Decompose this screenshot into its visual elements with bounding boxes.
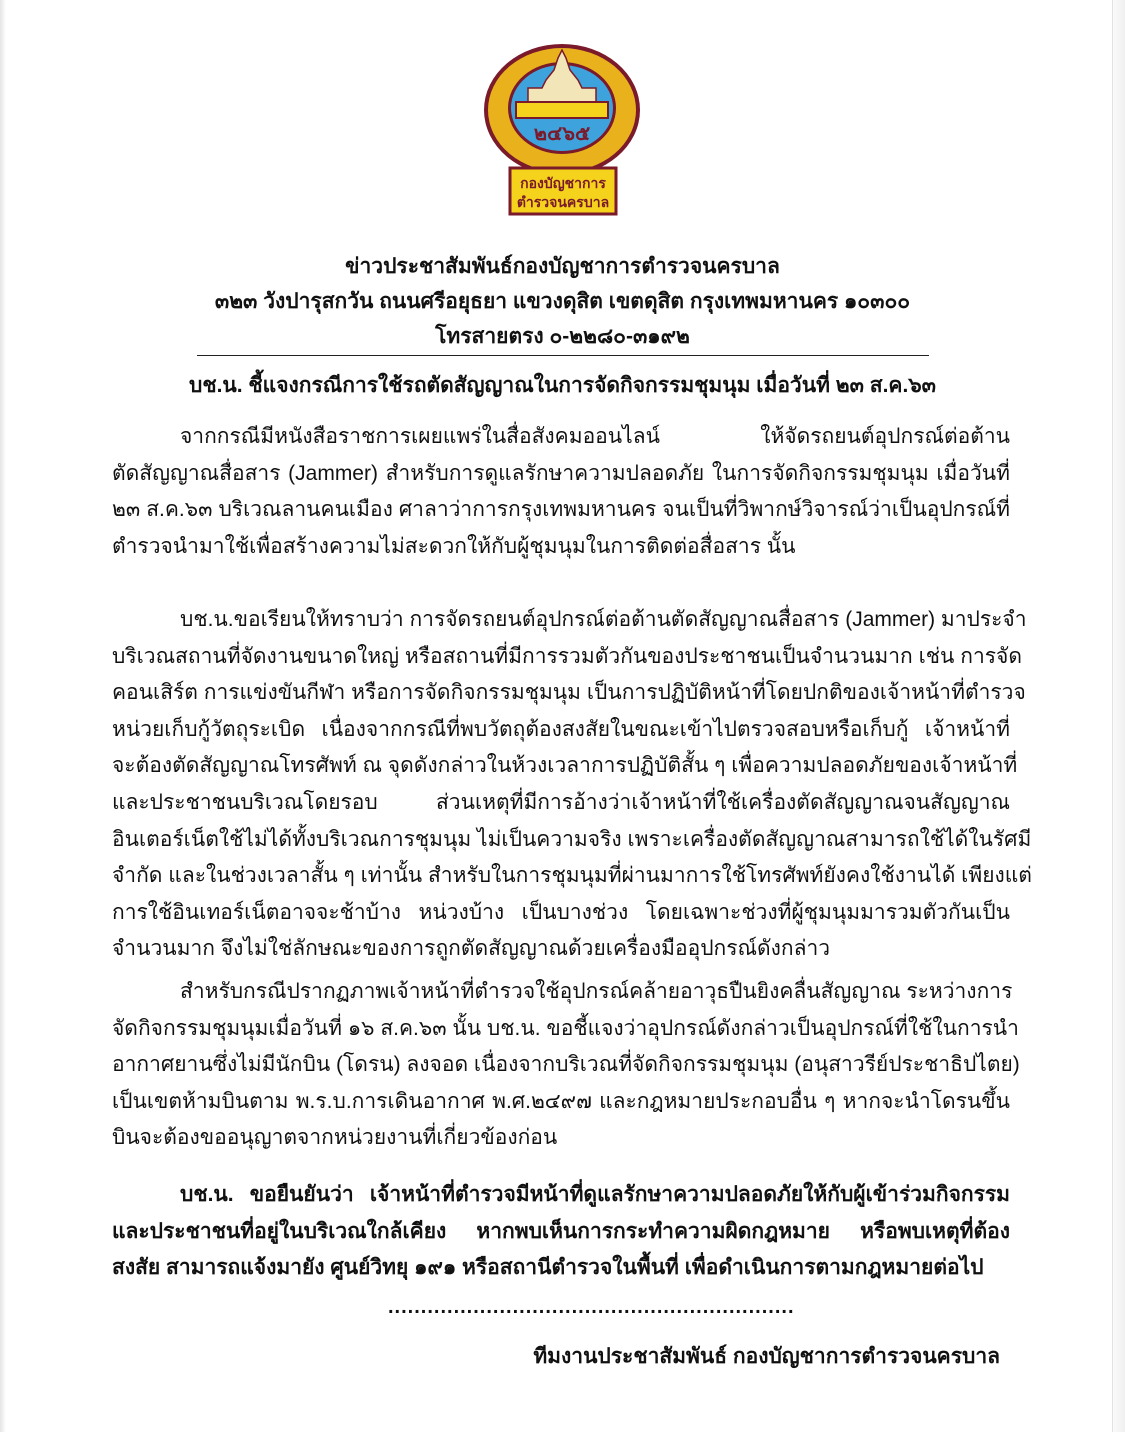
paragraph-1-line: ตัดสัญญาณสื่อสาร (Jammer) สำหรับการดูแลรักษาความปลอดภัย ในการจัดกิจกรรมชุมนุม เมื่อวันที่ [112,461,1010,485]
paragraph-3-line: เป็นเขตห้ามบินตาม พ.ร.บ.การเดินอากาศ พ.ศ.๒๔๙๗ และกฎหมายประกอบอื่น ๆ หากจะนำโดรนขึ้น [112,1089,1010,1113]
logo-plaque-line1: กองบัญชาการ [520,175,606,191]
police-emblem-logo [470,40,655,220]
document-title: ข่าวประชาสัมพันธ์กองบัญชาการตำรวจนครบาล [345,255,780,278]
logo-year: ๒๔๖๕ [533,123,591,145]
paragraph-2-line: การใช้อินเทอร์เน็ตอาจจะช้าบ้าง หน่วงบ้าง เป็นบางช่วง โดยเฉพาะช่วงที่ผู้ชุมนุมมารวมตัวกันเป็น [112,900,1010,924]
paragraph-2-line: และประชาชนบริเวณโดยรอบ ส่วนเหตุที่มีการอ้างว่าเจ้าหน้าที่ใช้เครื่องตัดสัญญาณจนสัญญาณ [112,791,1010,814]
paragraph-3-line: บินจะต้องขออนุญาตจากหน่วยงานที่เกี่ยวข้องก่อน [112,1126,558,1150]
paragraph-2-line: บช.น.ขอเรียนให้ทราบว่า การจัดรถยนต์อุปกรณ์ต่อต้านตัดสัญญาณสื่อสาร (Jammer) มาประจำ [180,608,1027,631]
paragraph-2-line: จะต้องตัดสัญญาณโทรศัพท์ ณ จุดดังกล่าวในห้วงเวลาการปฏิบัติสั้น ๆ เพื่อความปลอดภัยของเจ้าหน้าที่ [112,754,1018,778]
page-edge-right [1112,0,1125,1432]
paragraph-3-line: จัดกิจกรรมชุมนุมเมื่อวันที่ ๑๖ ส.ค.๖๓ นั้น บช.น. ขอชี้แจงว่าอุปกรณ์ดังกล่าวเป็นอุปกรณ์ที่ใช้ในการนำ [112,1016,1019,1040]
paragraph-3-line: สำหรับกรณีปรากฏภาพเจ้าหน้าที่ตำรวจใช้อุปกรณ์คล้ายอาวุธปืนยิงคลื่นสัญญาณ ระหว่างการ [180,980,1013,1003]
paragraph-4-line: และประชาชนที่อยู่ในบริเวณใกล้เคียง หากพบเห็นการกระทำความผิดกฎหมาย หรือพบเหตุที่ต้อง [112,1219,1010,1243]
signature: ทีมงานประชาสัมพันธ์ กองบัญชาการตำรวจนครบาล [533,1345,1000,1368]
paragraph-2-line: บริเวณสถานที่จัดงานขนาดใหญ่ หรือสถานที่มีการรวมตัวกันของประชาชนเป็นจำนวนมาก เช่น การจัด [112,644,1022,668]
subject-heading: บช.น. ชี้แจงกรณีการใช้รถตัดสัญญาณในการจัดกิจกรรมชุมนุม เมื่อวันที่ ๒๓ ส.ค.๖๓ [188,374,937,397]
paragraph-2-line: หน่วยเก็บกู้วัตถุระเบิด เนื่องจากกรณีที่พบวัตถุต้องสงสัยในขณะเข้าไปตรวจสอบหรือเก็บกู้ เจ้าหน้าที่ [112,717,1010,741]
logo-plaque-line2: ตำรวจนครบาล [516,194,610,210]
page-edge-left [0,0,6,1432]
phone-line: โทรสายตรง ๐-๒๒๘๐-๓๑๙๒ [435,325,690,348]
paragraph-1-line: จากกรณีมีหนังสือราชการเผยแพร่ในสื่อสังคมออนไลน์ ให้จัดรถยนต์อุปกรณ์ต่อต้าน [180,425,1010,448]
header-divider [197,355,929,356]
separator-dots: .............................................................. [388,1296,795,1318]
paragraph-4-line: บช.น. ขอยืนยันว่า เจ้าหน้าที่ตำรวจมีหน้าที่ดูแลรักษาความปลอดภัยให้กับผู้เข้าร่วมกิจกรรม [180,1183,1010,1206]
paragraph-1-line: ตำรวจนำมาใช้เพื่อสร้างความไม่สะดวกให้กับผู้ชุมนุมในการติดต่อสื่อสาร นั้น [112,534,796,558]
paragraph-2-line: คอนเสิร์ต การแข่งขันกีฬา หรือการจัดกิจกรรมชุมนุม เป็นการปฏิบัติหน้าที่โดยปกติของเจ้าหน้าที่ตำรวจ [112,681,1026,705]
paragraph-2-line: จำกัด และในช่วงเวลาสั้น ๆ เท่านั้น สำหรับในการชุมนุมที่ผ่านมาการใช้โทรศัพท์ยังคงใช้งานได้ เพียงแต่ [112,864,1032,888]
paragraph-1-line: ๒๓ ส.ค.๖๓ บริเวณลานคนเมือง ศาลาว่าการกรุงเทพมหานคร จนเป็นที่วิพากษ์วิจารณ์ว่าเป็นอุปกรณ์ที่ [112,498,1010,522]
paragraph-2-line: อินเตอร์เน็ตใช้ไม่ได้ทั้งบริเวณการชุมนุม ไม่เป็นความจริง เพราะเครื่องตัดสัญญาณสามารถใช้ได้ในรัศมี [112,827,1032,851]
paragraph-4-line: สงสัย สามารถแจ้งมายัง ศูนย์วิทยุ ๑๙๑ หรือสถานีตำรวจในพื้นที่ เพื่อดำเนินการตามกฎหมายต่อไป [112,1256,984,1280]
paragraph-2-line: จำนวนมาก จึงไม่ใช่ลักษณะของการถูกตัดสัญญาณด้วยเครื่องมืออุปกรณ์ดังกล่าว [112,937,831,961]
address-line: ๓๒๓ วังปารุสกวัน ถนนศรีอยุธยา แขวงดุสิต เขตดุสิต กรุงเทพมหานคร ๑๐๓๐๐ [214,290,911,313]
paragraph-3-line: อากาศยานซึ่งไม่มีนักบิน (โดรน) ลงจอด เนื่องจากบริเวณที่จัดกิจกรรมชุมนุม (อนุสาวรีย์ประชาธิปไตย) [112,1053,1020,1077]
